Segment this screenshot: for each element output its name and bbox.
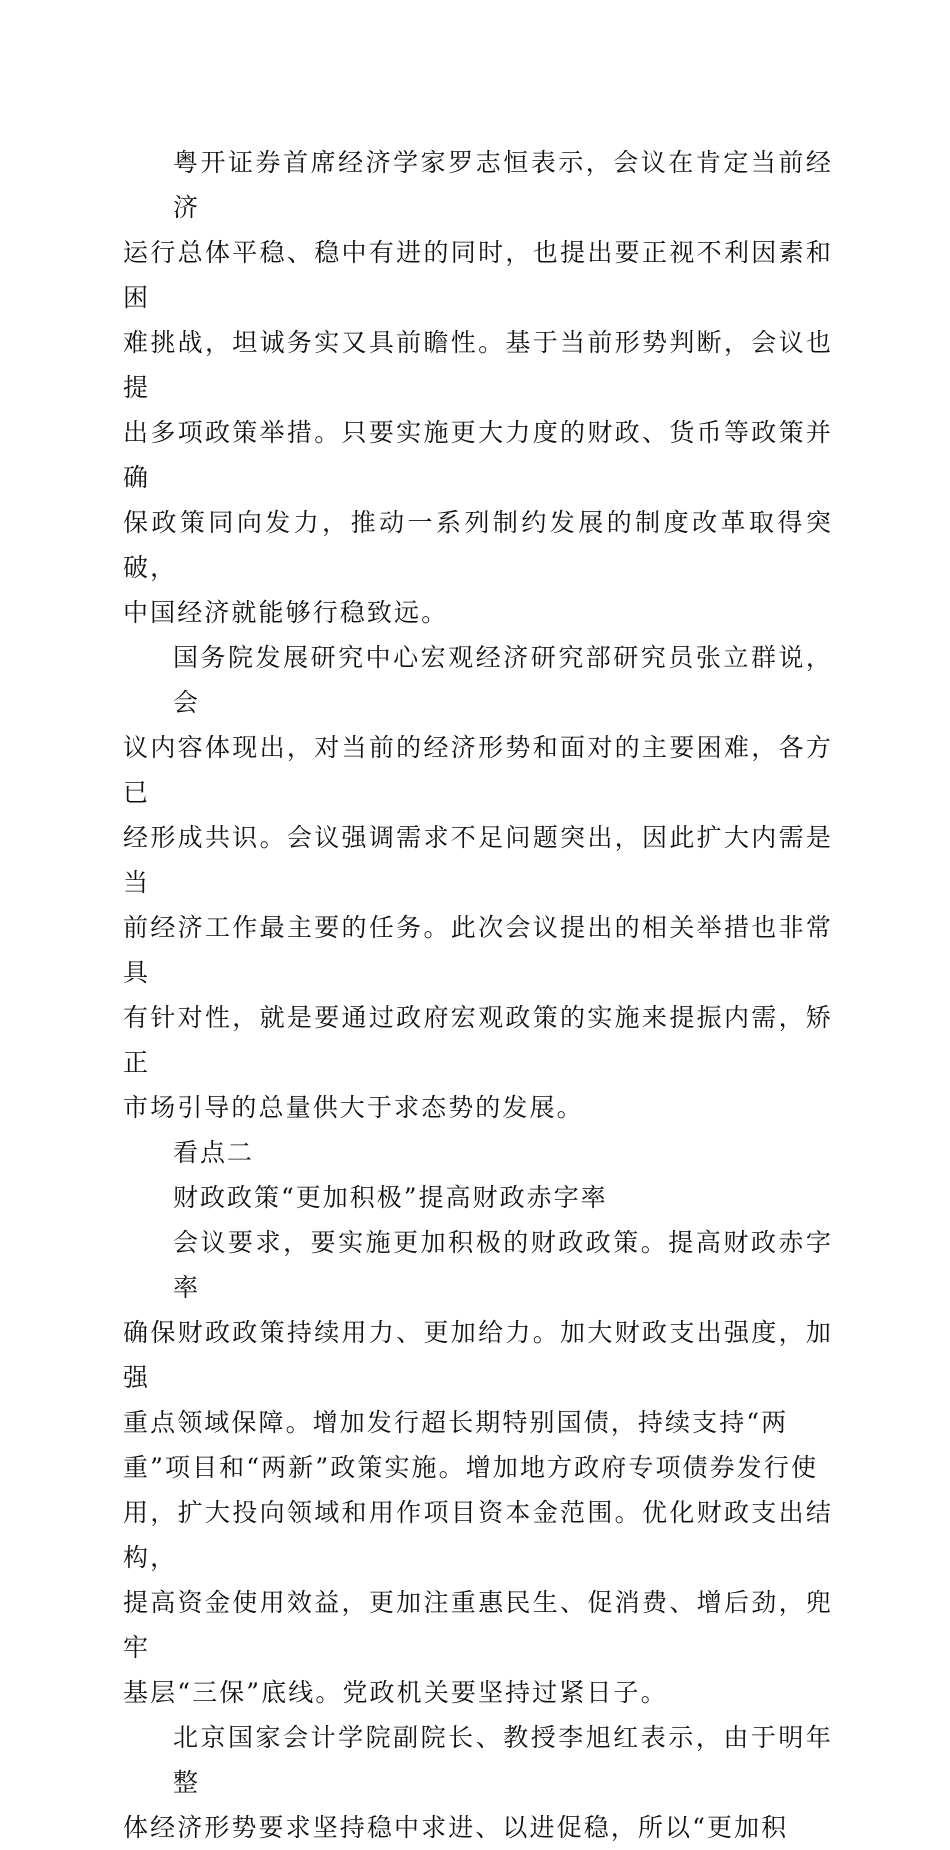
- paragraph-luo-zhiheng: [123, 140, 833, 635]
- section-title: 财政政策“更加积极”提高财政赤字率: [173, 1183, 608, 1212]
- text-line: 北京国家会计学院副院长、教授李旭红表示，由于明年整: [173, 1723, 833, 1797]
- text-line: 会议要求，要实施更加积极的财政政策。提高财政赤字率: [173, 1228, 833, 1302]
- text-line: 有针对性，就是要通过政府宏观政策的实施来提振内需，矫正: [123, 1003, 833, 1077]
- text-line: 用，扩大投向领域和用作项目资本金范围。优化财政支出结构，: [123, 1498, 833, 1572]
- document-body: [123, 140, 833, 1850]
- text-line: 重点领域保障。增加发行超长期特别国债，持续支持“两: [123, 1408, 789, 1437]
- text-line: 前经济工作最主要的任务。此次会议提出的相关举措也非常具: [123, 913, 833, 987]
- text-line: 中国经济就能够行稳致远。: [123, 598, 449, 627]
- text-line: 重”项目和“两新”政策实施。增加地方政府专项债券发行使: [123, 1453, 819, 1482]
- text-line: 国务院发展研究中心宏观经济研究部研究员张立群说，会: [173, 643, 833, 717]
- text-line: 经形成共识。会议强调需求不足问题突出，因此扩大内需是当: [123, 823, 833, 897]
- text-line: 运行总体平稳、稳中有进的同时，也提出要正视不利因素和困: [123, 238, 833, 312]
- text-line: 出多项政策举措。只要实施更大力度的财政、货币等政策并确: [123, 418, 833, 492]
- paragraph-li-xuhong: [123, 1715, 833, 1850]
- text-line: 粤开证券首席经济学家罗志恒表示，会议在肯定当前经济: [173, 148, 833, 222]
- text-line: 议内容体现出，对当前的经济形势和面对的主要困难，各方已: [123, 733, 833, 807]
- text-line: 体经济形势要求坚持稳中求进、以进促稳，所以“更加积: [123, 1813, 789, 1842]
- paragraph-zhang-liqun: [123, 635, 833, 1130]
- text-line: 难挑战，坦诚务实又具前瞻性。基于当前形势判断，会议也提: [123, 328, 833, 402]
- paragraph-fiscal-policy: [123, 1220, 833, 1715]
- text-line: 保政策同向发力，推动一系列制约发展的制度改革取得突破，: [123, 508, 833, 582]
- text-line: 确保财政政策持续用力、更加给力。加大财政支出强度，加强: [123, 1318, 833, 1392]
- text-line: 基层“三保”底线。党政机关要坚持过紧日子。: [123, 1678, 668, 1707]
- text-line: 市场引导的总量供大于求态势的发展。: [123, 1093, 584, 1122]
- section-label: 看点二: [173, 1138, 255, 1167]
- text-line: 提高资金使用效益，更加注重惠民生、促消费、增后劲，兜牢: [123, 1588, 833, 1662]
